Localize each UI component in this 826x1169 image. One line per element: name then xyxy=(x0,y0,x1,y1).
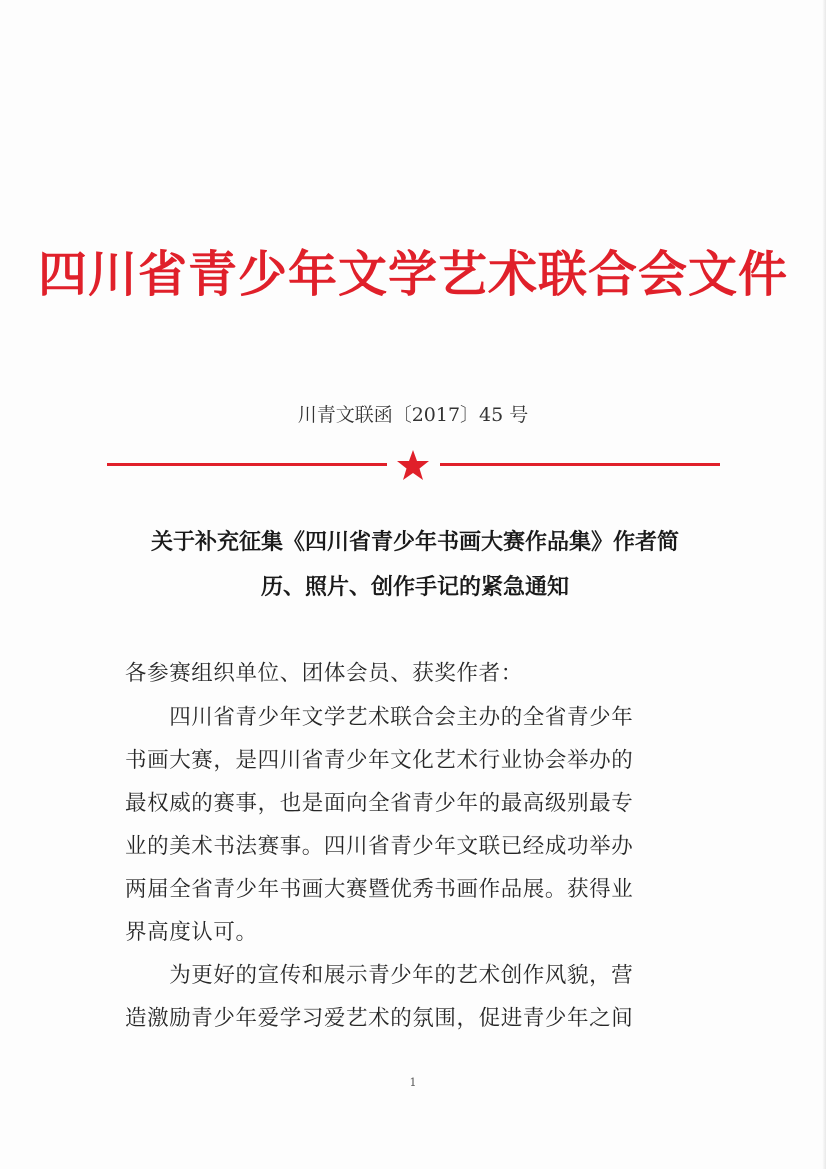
body-paragraph-line: 业的美术书法赛事。四川省青少年文联已经成功举办 xyxy=(125,834,634,859)
document-number: 川青文联函〔2017〕45 号 xyxy=(297,404,529,426)
notice-title-line-1: 关于补充征集《四川省青少年书画大赛作品集》作者简 xyxy=(150,530,679,555)
body-paragraph-line: 两届全省青少年书画大赛暨优秀书画作品展。获得业 xyxy=(125,877,634,902)
body-paragraph-line: 书画大赛，是四川省青少年文化艺术行业协会举办的 xyxy=(125,748,634,773)
body-paragraph-line: 界高度认可。 xyxy=(125,920,258,945)
scan-edge xyxy=(822,0,826,1169)
page-number: 1 xyxy=(409,1076,417,1089)
star-icon xyxy=(396,449,430,481)
issuing-body-title: 四川省青少年文学艺术联合会文件 xyxy=(37,246,788,303)
body-paragraph-line: 最权威的赛事，也是面向全省青少年的最高级别最专 xyxy=(125,791,634,816)
red-divider-left xyxy=(107,463,387,466)
salutation: 各参赛组织单位、团体会员、获奖作者： xyxy=(125,661,523,686)
body-paragraph-line: 为更好的宣传和展示青少年的艺术创作风貌，营 xyxy=(125,963,634,988)
red-divider-right xyxy=(440,463,720,466)
body-paragraph-line: 四川省青少年文学艺术联合会主办的全省青少年 xyxy=(125,705,634,730)
notice-title-line-2: 历、照片、创作手记的紧急通知 xyxy=(260,575,569,600)
body-paragraph-line: 造激励青少年爱学习爱艺术的氛围，促进青少年之间 xyxy=(125,1006,634,1031)
